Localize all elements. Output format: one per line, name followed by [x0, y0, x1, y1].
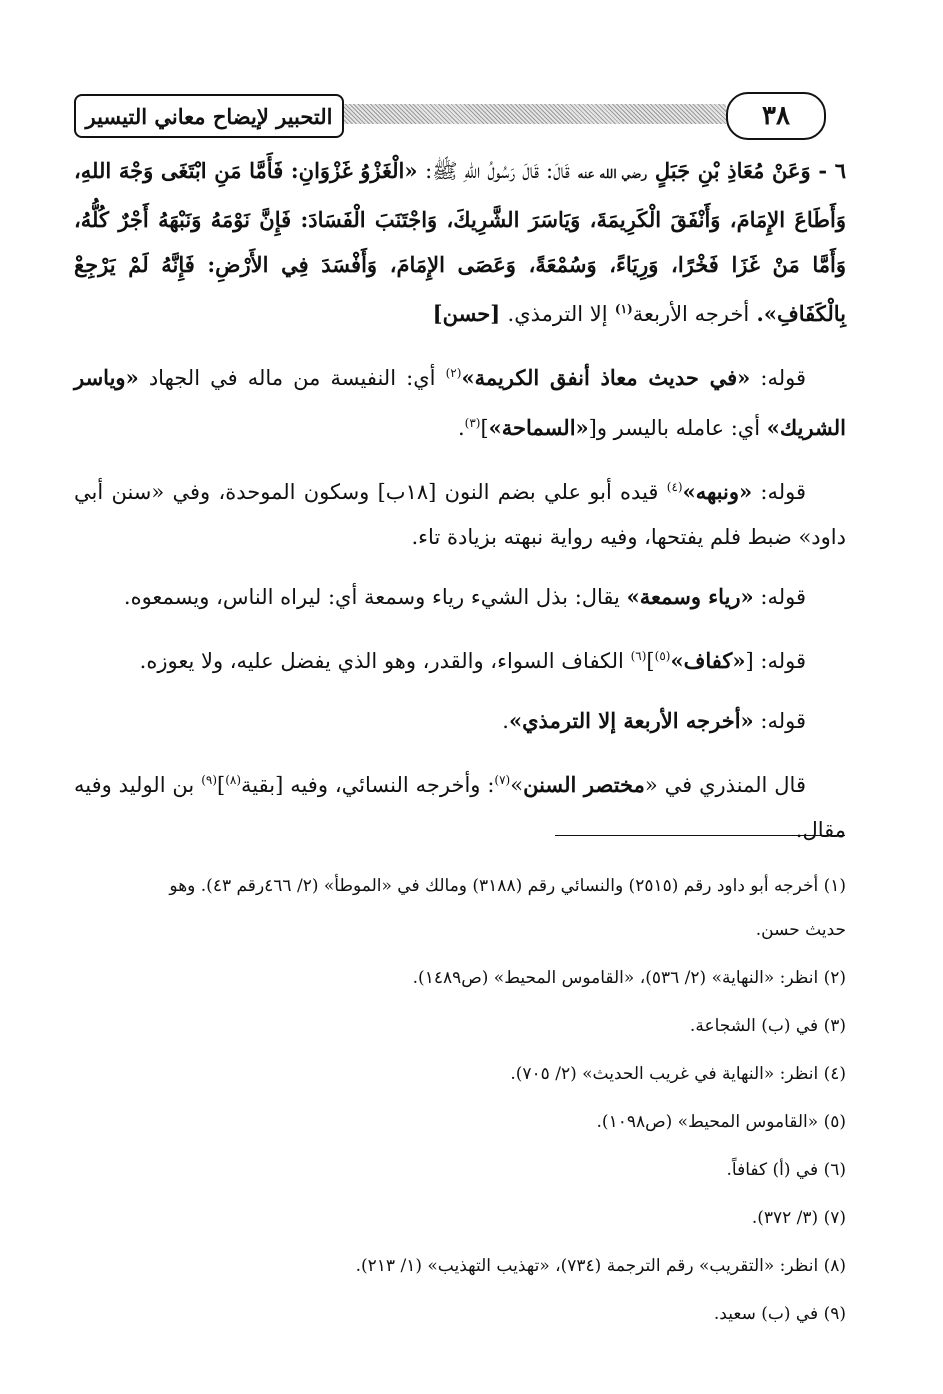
footnote-ref[interactable]: (١)	[614, 302, 633, 316]
commentary-paragraph	[74, 351, 846, 451]
footnote-ref[interactable]: (٦)	[630, 649, 647, 663]
footnote-ref[interactable]: (٤)	[666, 480, 683, 494]
commentary-text: ]	[480, 416, 489, 440]
quoted-phrase: «وياسر الشريك»	[74, 365, 846, 440]
commentary-text: »	[510, 773, 524, 797]
page-header	[74, 86, 846, 142]
hadith-source-rest: إلا الترمذي.	[507, 302, 608, 326]
hadith-source: أخرجه الأربعة	[632, 302, 750, 326]
commentary-paragraph	[74, 758, 846, 853]
commentary-text: قوله:	[760, 366, 806, 390]
commentary-paragraph	[74, 698, 846, 744]
commentary-text: بن الوليد وفيه مقال.	[74, 773, 846, 842]
footnote-ref[interactable]: (٨)	[225, 773, 242, 787]
quoted-phrase: «في حديث معاذ أنفق الكريمة»	[461, 365, 751, 390]
footnote-6: (٦) في (أ) كفافاً.	[726, 1160, 846, 1180]
hadith-grade: [حسن]	[432, 301, 501, 326]
commentary-paragraph	[74, 574, 846, 620]
footnote-2: (٢) انظر: «النهاية» (٢/ ٥٣٦)، «القاموس المحيط» (ص١٤٨٩).	[412, 968, 846, 988]
commentary-text: أي: عامله باليسر و[	[588, 416, 761, 440]
commentary-text: .	[502, 709, 509, 733]
commentary-paragraph	[74, 465, 846, 560]
footnote-ref[interactable]: (٥)	[654, 649, 671, 663]
footnote-7: (٧) (٣/ ٣٧٢).	[751, 1208, 846, 1228]
commentary-text: قال المنذري في «	[644, 773, 806, 797]
footnote-5: (٥) «القاموس المحيط» (ص١٠٩٨).	[596, 1112, 846, 1132]
commentary-text: قيده أبو علي بضم النون [١٨ب] وسكون الموحدة، وفي «سنن أبي داود» ضبط فلم يفتحها، وفيه رواية نبهته بزيادة تاء.	[74, 480, 846, 549]
hadith-qala: قَالَ: قَالَ رَسُولُ اللهِ ﷺ:	[425, 159, 570, 183]
hadith-text: «الْغَزْوُ غَزْوَانِ: فَأَمَّا مَنِ ابْتَغَى وَجْهَ اللهِ، وَأَطَاعَ الإِمَامَ، وَأَنْفَقَ الْكَرِيمَةَ، وَيَاسَرَ الشَّرِيكَ، وَاجْتَنَبَ الْفَسَادَ: فَإِنَّ نَوْمَهُ وَنَبْهَهُ أَجْرٌ كُلُّهُ، وَأَمَّا مَنْ غَزَا فَخْرًا، وَرِيَاءً، وَسُمْعَةً، وَعَصَى الإِمَامَ، وَأَفْسَدَ فِي الأَرْضِ: فَإِنَّهُ لَمْ يَرْجِعْ بِالْكَفَافِ».	[74, 158, 846, 326]
footnote-3: (٣) في (ب) الشجاعة.	[689, 1016, 846, 1036]
footnote-ref[interactable]: (٣)	[464, 416, 481, 430]
radiya-glyph: رضي الله عنه	[577, 167, 648, 181]
commentary-text: ]	[217, 773, 226, 797]
book-title: مختصر السنن	[523, 772, 645, 797]
hadith-paragraph	[74, 148, 846, 337]
commentary-text: يقال: بذل الشيء رياء وسمعة أي: ليراه الناس، ويسمعوه.	[123, 585, 620, 609]
footnote-ref[interactable]: (٩)	[201, 773, 218, 787]
commentary-text: ]	[646, 649, 655, 673]
page-number: ٣٨	[726, 92, 826, 140]
quoted-phrase: «رياء وسمعة»	[626, 584, 754, 609]
quoted-phrase: «ونبهه»	[682, 479, 753, 504]
footnote-separator	[555, 835, 845, 836]
commentary-text: .	[457, 416, 465, 440]
header-hatch-band	[339, 104, 726, 124]
footnote-1-continued: حديث حسن.	[755, 920, 846, 940]
footnote-8: (٨) انظر: «التقريب» رقم الترجمة (٧٣٤)، «تهذيب التهذيب» (١/ ٢١٣).	[355, 1256, 846, 1276]
footnote-ref[interactable]: (٧)	[494, 773, 511, 787]
quoted-phrase: «كفاف»	[670, 648, 746, 673]
commentary-text: قوله:	[760, 480, 806, 504]
commentary-paragraph	[74, 634, 846, 684]
hadith-narrator: وَعَنْ مُعَاذِ بْنِ جَبَلٍ	[654, 158, 811, 183]
quoted-phrase: «السماحة»	[488, 415, 589, 440]
commentary-text: قوله:	[760, 585, 806, 609]
commentary-text: قوله: [	[745, 649, 806, 673]
footnote-9: (٩) في (ب) سعيد.	[713, 1304, 846, 1324]
commentary-text: الكفاف السواء، والقدر، وهو الذي يفضل عليه، ولا يعوزه.	[139, 649, 624, 673]
running-title: التحبير لإيضاح معاني التيسير	[74, 94, 344, 138]
main-text	[74, 148, 846, 867]
commentary-text: : وأخرجه النسائي، وفيه [بقية	[241, 773, 495, 797]
footnotes-section	[74, 862, 846, 1338]
footnote-1: (١) أخرجه أبو داود رقم (٢٥١٥) والنسائي رقم (٣١٨٨) ومالك في «الموطأ» (٢/ ٤٦٦رقم ٤٣). وهو	[169, 876, 846, 896]
commentary-text: قوله:	[760, 709, 806, 733]
footnote-4: (٤) انظر: «النهاية في غريب الحديث» (٢/ ٧٠٥).	[510, 1064, 846, 1084]
quoted-phrase: «أخرجه الأربعة إلا الترمذي»	[508, 708, 754, 733]
commentary-text: أي: النفيسة من ماله في الجهاد	[148, 366, 436, 390]
footnote-ref[interactable]: (٢)	[445, 366, 462, 380]
hadith-number: ٦ -	[818, 158, 847, 183]
